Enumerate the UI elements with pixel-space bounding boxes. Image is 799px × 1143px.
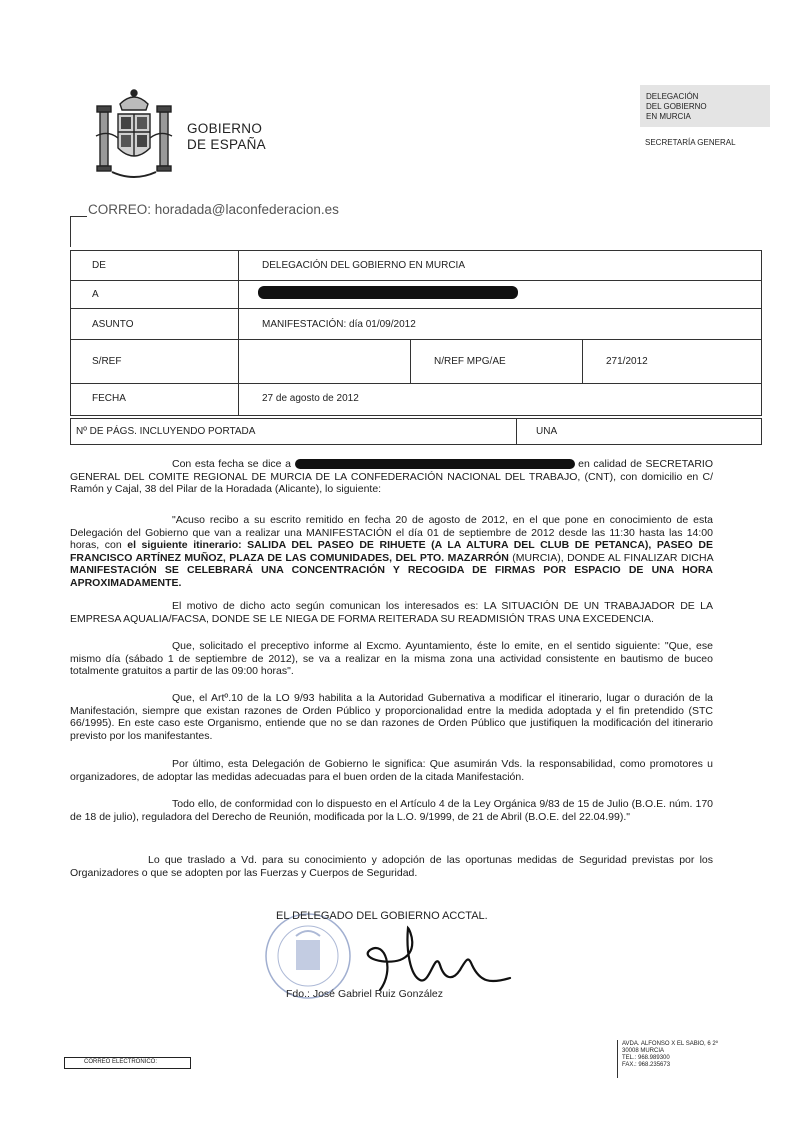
fecha-label: FECHA — [92, 393, 126, 404]
paragraph-7 — [70, 798, 713, 823]
secretaria-general: SECRETARÍA GENERAL — [645, 138, 736, 147]
divider — [617, 1040, 618, 1078]
address-line: 30008 MURCIA — [622, 1048, 665, 1054]
paragraph-4 — [70, 640, 713, 678]
phone: TEL.: 968.989300 — [622, 1055, 670, 1061]
p3-text: El motivo de dicho acto según comunican los interesados es: — [172, 600, 479, 612]
gov-line-1: GOBIERNO — [187, 121, 263, 136]
p4-text: Que, solicitado el preceptivo informe al Excmo. Ayuntamiento, éste lo emite, en el sentido siguiente: "Que, ese mismo día (sábado 1 de septiembre de 2012), se va a realizar en la misma zona una actividad consistente en bautismo de buceo totalmente gratuitos a partir de las 09:00 horas". — [70, 640, 713, 677]
address-block — [622, 1041, 718, 1069]
p1-rest: en calidad de SECRETARIO GENERAL DEL COMITE REGIONAL DE MURCIA DE LA CONFEDERACIÓN NACIONAL DEL TRABAJO, (CNT), con domicilio en C/ Ramón y Cajal, 38 del Pilar de la Horadada (Alicante), lo siguiente: — [70, 458, 714, 495]
delegation-title — [646, 92, 707, 122]
paginas-value: UNA — [536, 426, 558, 437]
deleg-line-3: EN MURCIA — [646, 112, 691, 121]
form-table — [70, 250, 762, 416]
p6-text: Por último, esta Delegación de Gobierno le significa: Que asumirán Vds. la responsabilidad, como promotores u organizadores, de adoptar las medidas adecuadas para el buen orden de la citada Manifestación. — [70, 758, 713, 783]
divider — [410, 339, 411, 383]
a-label: A — [92, 289, 99, 300]
redaction — [258, 286, 518, 299]
p2-text: "Acuso recibo a su escrito remitido en fecha 20 de agosto de 2012, en el que pone en conocimiento de esta Delegación del Gobierno que van a realizar una MANIFESTACIÓN el día 01 de septiembre de 2012 desde las 11:30 hasta las 14:00 horas, con — [70, 514, 713, 551]
signatory-name: Fdo.: José Gabriel Ruiz González — [286, 988, 443, 1000]
fax: FAX.: 968.235673 — [622, 1062, 671, 1068]
divider — [582, 339, 583, 383]
divider — [238, 250, 239, 416]
p3-text-2: LA SITUACIÓN DE UN TRABAJADOR DE LA EMPRESA AQUALIA/FACSA, DONDE SE LE NIEGA DE FORMA REITERADA SU READMISIÓN TRAS UNA EXCEDENCIA. — [70, 600, 713, 625]
divider — [70, 216, 71, 247]
paragraph-3 — [70, 600, 713, 625]
divider — [516, 418, 517, 445]
sref-label: S/REF — [92, 356, 122, 367]
fecha-value: 27 de agosto de 2012 — [262, 393, 359, 404]
divider — [70, 339, 762, 340]
de-value: DELEGACIÓN DEL GOBIERNO EN MURCIA — [262, 260, 465, 271]
p5-text: Que, el Artº.10 de la LO 9/93 habilita a la Autoridad Gubernativa a modificar el itinerario, lugar o duración de la Manifestación, siempre que existan razones de Orden Público y proporcionalidad entre la medida adoptada y el fin pretendido (STC 66/1995). En este caso este Organismo, entiende que no se dan razones de Orden Público que justifiquen la modificación del itinerario previsto por los manifestantes. — [70, 692, 713, 742]
correo-email: CORREO: horadada@laconfederacion.es — [88, 202, 339, 217]
p2-text-2: (MURCIA), DONDE AL FINALIZAR DICHA — [512, 551, 713, 564]
coat-of-arms-icon — [92, 86, 176, 182]
address-line: AVDA. ALFONSO X EL SABIO, 6 2º — [622, 1041, 718, 1047]
divider — [70, 280, 762, 281]
paragraph-5 — [70, 692, 713, 742]
paginas-label: Nº DE PÁGS. INCLUYENDO PORTADA — [76, 426, 256, 437]
p2-bold-2: MANIFESTACIÓN SE CELEBRARÁ UNA CONCENTRACIÓN Y RECOGIDA DE FIRMAS POR ESPACIO DE UNA HORA APROXIMADAMENTE. — [70, 564, 713, 589]
asunto-value: MANIFESTACIÓN: día 01/09/2012 — [262, 319, 416, 330]
p2-bold: el siguiente itinerario: SALIDA DEL PASEO DE RIHUETE (A LA ALTURA DEL CLUB DE PETANCA), PASEO DE FRANCISCO ARTÍNEZ MUÑOZ, PLAZA DE LAS COMUNIDADES, DEL PTO. MAZARRÓN — [70, 539, 713, 564]
p8-text: Lo que traslado a Vd. para su conocimiento y adopción de las oportunas medidas de Seguridad previstas por los Organizadores o que se adopten por las Fuerzas y Cuerpos de Seguridad. — [70, 854, 713, 879]
deleg-line-2: DEL GOBIERNO — [646, 102, 707, 111]
divider — [70, 308, 762, 309]
paragraph-8 — [70, 854, 713, 879]
divider — [70, 216, 87, 217]
gov-line-2: DE ESPAÑA — [187, 137, 266, 152]
paragraph-1 — [70, 458, 713, 496]
signatory-title: EL DELEGADO DEL GOBIERNO ACCTAL. — [276, 910, 488, 922]
p1-start: Con esta fecha se dice a — [172, 458, 291, 470]
nref-label: N/REF MPG/AE — [434, 356, 506, 367]
paragraph-6 — [70, 758, 713, 783]
p7-text: Todo ello, de conformidad con lo dispuesto en el Artículo 4 de la Ley Orgánica 9/83 de 15 de Julio (B.O.E. núm. 170 de 18 de julio), reguladora del Derecho de Reunión, modificada por la L.O. 9/1999, de 21 de Abril (B.O.E. del 22.04.99)." — [70, 798, 713, 823]
redaction — [295, 459, 575, 469]
asunto-label: ASUNTO — [92, 319, 134, 330]
email-box-label: CORREO ELECTRONICO: — [84, 1059, 158, 1065]
government-title — [187, 121, 266, 153]
divider — [70, 383, 762, 384]
handwritten-signature-icon — [340, 920, 530, 995]
paragraph-2 — [70, 514, 713, 589]
nref-value: 271/2012 — [606, 356, 648, 367]
deleg-line-1: DELEGACIÓN — [646, 92, 699, 101]
de-label: DE — [92, 260, 106, 271]
